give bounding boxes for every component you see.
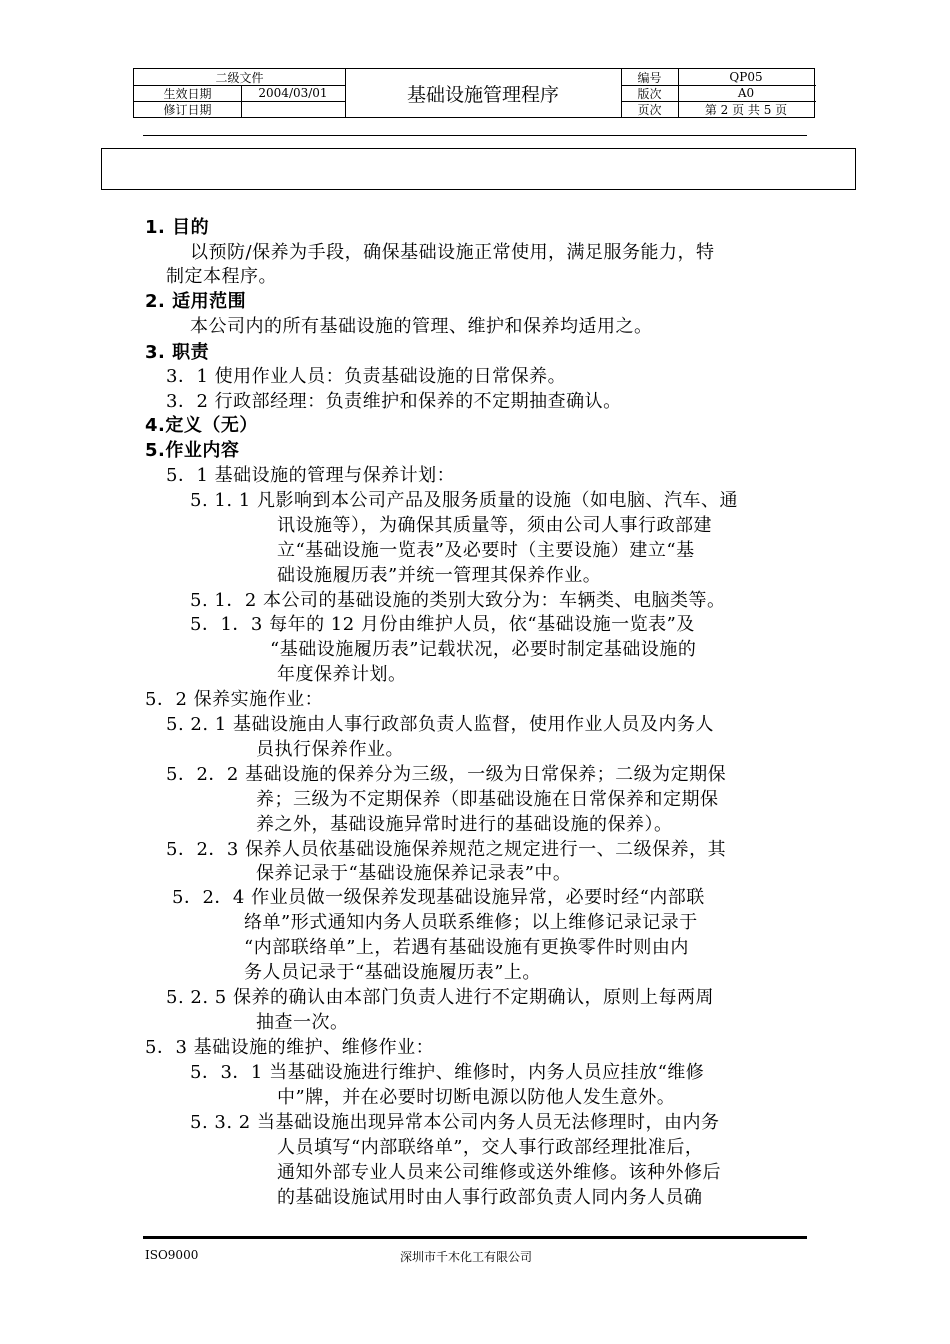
document-title: 基础设施管理程序: [406, 83, 559, 106]
doc-level-label: 二级文件: [215, 70, 264, 85]
page-value: 第 2 页 共 5 页: [704, 102, 788, 117]
section-5-title: 5.作业内容: [145, 440, 240, 461]
paragraph-line: 养之外，基础设施异常时进行的基础设施的保养）。: [256, 814, 673, 835]
paragraph-line: 的基础设施试用时由人事行政部负责人同内务人员确: [277, 1187, 703, 1208]
effective-date-label: 生效日期: [163, 86, 212, 101]
paragraph-line: 5．3 基础设施的维护、维修作业：: [145, 1037, 435, 1058]
section-2-title: 2. 适用范围: [145, 291, 247, 312]
page-label: 页次: [637, 102, 662, 117]
revision-date-label: 修订日期: [163, 102, 212, 117]
version-value: A0: [737, 86, 755, 100]
document-header-table: [133, 68, 815, 118]
paragraph-line: 年度保养计划。: [277, 664, 407, 685]
paragraph-line: 中”牌，并在必要时切断电源以防他人发生意外。: [277, 1087, 676, 1108]
paragraph-line: 5．2 保养实施作业：: [145, 689, 324, 710]
number-value: QP05: [729, 70, 763, 84]
header-divider: [143, 135, 807, 136]
paragraph-line: 抽查一次。: [256, 1012, 349, 1033]
paragraph-line: 5．2．3 保养人员依基础设施保养规范之规定进行一、二级保养，其: [166, 839, 727, 860]
version-label: 版次: [637, 86, 662, 101]
paragraph-line: 通知外部专业人员来公司维修或送外维修。该种外修后: [277, 1162, 721, 1183]
number-label: 编号: [637, 70, 662, 85]
paragraph-line: 5. 2. 5 保养的确认由本部门负责人进行不定期确认，原则上每两周: [166, 987, 714, 1008]
paragraph-line: 5．3．1 当基础设施进行维护、维修时，内务人员应挂放“维修: [190, 1062, 705, 1083]
paragraph-line: 络单”形式通知内务人员联系维修；以上维修记录记录于: [244, 912, 698, 933]
paragraph-line: 3．2 行政部经理：负责维护和保养的不定期抽查确认。: [166, 391, 622, 412]
footer-divider: [143, 1236, 807, 1239]
paragraph-line: 5．1．3 每年的 12 月份由维护人员，依“基础设施一览表”及: [190, 614, 695, 635]
paragraph-line: 5. 1. 1 凡影响到本公司产品及服务质量的设施（如电脑、汽车、通: [190, 490, 738, 511]
paragraph-line: 务人员记录于“基础设施履历表”上。: [244, 962, 541, 983]
paragraph-line: “内部联络单”上，若遇有基础设施有更换零件时则由内: [244, 937, 689, 958]
empty-box: [101, 148, 856, 190]
paragraph-line: 本公司内的所有基础设施的管理、维护和保养均适用之。: [190, 316, 653, 337]
paragraph-line: 立“基础设施一览表”及必要时（主要设施）建立“基: [277, 540, 695, 561]
paragraph-line: 保养记录于“基础设施保养记录表”中。: [256, 863, 572, 884]
paragraph-line: 5．2．2 基础设施的保养分为三级，一级为日常保养；二级为定期保: [166, 764, 727, 785]
paragraph-line: 5．1 基础设施的管理与保养计划：: [166, 465, 456, 486]
footer-standard: ISO9000: [145, 1248, 199, 1262]
paragraph-line: 础设施履历表”并统一管理其保养作业。: [277, 565, 602, 586]
section-3-title: 3. 职责: [145, 342, 210, 363]
effective-date-value: 2004/03/01: [258, 86, 328, 100]
paragraph-line: “基础设施履历表”记载状况，必要时制定基础设施的: [270, 639, 697, 660]
paragraph-line: 养；三级为不定期保养（即基础设施在日常保养和定期保: [256, 789, 719, 810]
section-4-title: 4.定义（无）: [145, 415, 258, 436]
paragraph-line: 讯设施等），为确保其质量等，须由公司人事行政部建: [277, 515, 712, 536]
revision-date-value: [241, 101, 345, 117]
section-1-title: 1. 目的: [145, 217, 210, 238]
footer-company: 深圳市千木化工有限公司: [400, 1250, 533, 1264]
paragraph-line: 3．1 使用作业人员：负责基础设施的日常保养。: [166, 366, 567, 387]
paragraph-line: 5. 1．2 本公司的基础设施的类别大致分为：车辆类、电脑类等。: [190, 590, 726, 611]
paragraph-line: 5．2．4 作业员做一级保养发现基础设施异常，必要时经“内部联: [172, 887, 705, 908]
paragraph-line: 5. 3. 2 当基础设施出现异常本公司内务人员无法修理时，由内务: [190, 1112, 720, 1133]
paragraph-line: 以预防/保养为手段，确保基础设施正常使用，满足服务能力，特: [190, 242, 715, 263]
paragraph-line: 人员填写“内部联络单”，交人事行政部经理批准后，: [277, 1137, 704, 1158]
paragraph-line: 5. 2. 1 基础设施由人事行政部负责人监督，使用作业人员及内务人: [166, 714, 714, 735]
paragraph-line: 制定本程序。: [166, 266, 277, 287]
paragraph-line: 员执行保养作业。: [256, 739, 404, 760]
